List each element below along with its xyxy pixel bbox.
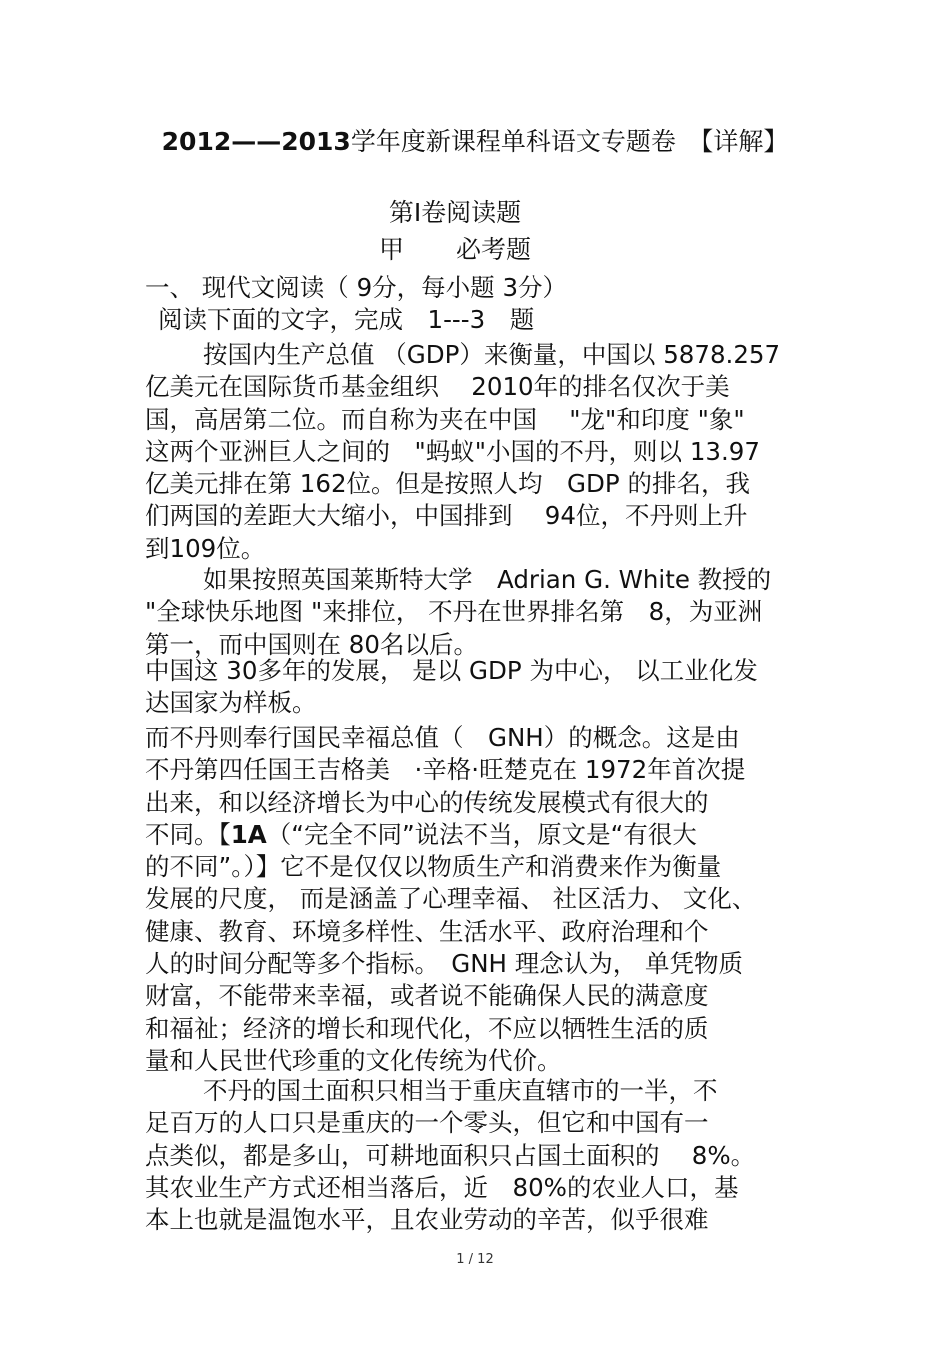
title-year: 2012——2013 bbox=[161, 127, 351, 156]
paragraph-3 bbox=[145, 655, 820, 720]
paragraph-line: 国，高居第二位。而自称为夹在中国 "龙"和印度 "象" bbox=[145, 404, 745, 434]
paragraph-line: 健康、教育、环境多样性、生活水平、政府治理和个 bbox=[145, 916, 709, 946]
subsection-left: 甲 bbox=[378, 235, 404, 264]
paragraph-line: 和福祉；经济的增长和现代化，不应以牺牲生活的质 bbox=[145, 1013, 709, 1043]
subsection-right: 必考题 bbox=[456, 235, 532, 264]
paragraph-2 bbox=[145, 564, 820, 661]
paragraph-line: 按国内生产总值 （GDP）来衡量，中国以 5878.257 bbox=[203, 340, 781, 369]
paragraph-4 bbox=[145, 722, 820, 1077]
paragraph-line: 点类似，都是多山，可耕地面积只占国土面积的 8%。 bbox=[145, 1140, 756, 1170]
paragraph-line: 们两国的差距大大缩小，中国排到 94位，不丹则上升 bbox=[145, 501, 748, 531]
question-heading: 一、 现代文阅读（ 9分，每小题 3分） bbox=[145, 273, 568, 302]
paragraph-line: 本上也就是温饱水平，且农业劳动的辛苦，似乎很难 bbox=[145, 1205, 709, 1235]
paragraph-line: 到109位。 bbox=[145, 533, 266, 563]
paragraph-line: 财富，不能带来幸福，或者说不能确保人民的满意度 bbox=[145, 981, 709, 1011]
annotated-line bbox=[145, 819, 820, 851]
paragraph-line: 不丹的国土面积只相当于重庆直辖市的一半，不 bbox=[203, 1076, 718, 1105]
paragraph-line: 亿美元在国际货币基金组织 2010年的排名仅次于美 bbox=[145, 372, 730, 402]
paragraph-line: 达国家为样板。 bbox=[145, 688, 317, 718]
paragraph-line: 发展的尺度， 而是涵盖了心理幸福、 社区活力、 文化、 bbox=[145, 884, 757, 914]
paragraph-line: 如果按照英国莱斯特大学 Adrian G. White 教授的 bbox=[203, 565, 772, 594]
paragraph-line: 其农业生产方式还相当落后，近 80%的农业人口，基 bbox=[145, 1172, 739, 1202]
page-indicator: 1 / 12 bbox=[456, 1252, 494, 1267]
paragraph-line: 这两个亚洲巨人之间的 "蚂蚁"小国的不丹，则以 13.97 bbox=[145, 436, 760, 466]
paragraph-line: "全球快乐地图 "来排位， 不丹在世界排名第 8，为亚洲 bbox=[145, 597, 763, 627]
document-title bbox=[0, 122, 950, 158]
paragraph-line-start: 不同。【 bbox=[145, 819, 231, 849]
title-text: 学年度新课程单科语文专题卷 【详解】 bbox=[350, 127, 789, 156]
paragraph-line: 而不丹则奉行国民幸福总值（ GNH）的概念。这是由 bbox=[145, 723, 740, 752]
paragraph-line: 第一，而中国则在 80名以后。 bbox=[145, 629, 478, 659]
answer-note: （“完全不同”说法不当，原文是“有很大 bbox=[266, 819, 697, 849]
question-instruction: 阅读下面的文字，完成 1---3 题 bbox=[158, 305, 535, 334]
paragraph-line: 中国这 30多年的发展， 是以 GDP 为中心， 以工业化发 bbox=[145, 656, 758, 685]
paragraph-1 bbox=[145, 339, 820, 565]
paragraph-line: 不丹第四任国王吉格美 ·辛格·旺楚克在 1972年首次提 bbox=[145, 755, 746, 785]
paragraph-line: 量和人民世代珍重的文化传统为代价。 bbox=[145, 1045, 562, 1075]
paragraph-line: 亿美元排在第 162位。但是按照人均 GDP 的排名，我 bbox=[145, 469, 750, 499]
paragraph-5 bbox=[145, 1075, 820, 1236]
section-title: 第Ⅰ卷阅读题 bbox=[388, 198, 522, 227]
subsection-title bbox=[0, 230, 910, 266]
paragraph-line: 的不同”。）】它不是仅仅以物质生产和消费来作为衡量 bbox=[145, 852, 722, 882]
paragraph-line: 足百万的人口只是重庆的一个零头，但它和中国有一 bbox=[145, 1108, 709, 1138]
answer-marker: 1A bbox=[230, 819, 267, 849]
paragraph-line: 出来，和以经济增长为中心的传统发展模式有很大的 bbox=[145, 787, 709, 817]
paragraph-line: 人的时间分配等多个指标。 GNH 理念认为， 单凭物质 bbox=[145, 949, 744, 979]
